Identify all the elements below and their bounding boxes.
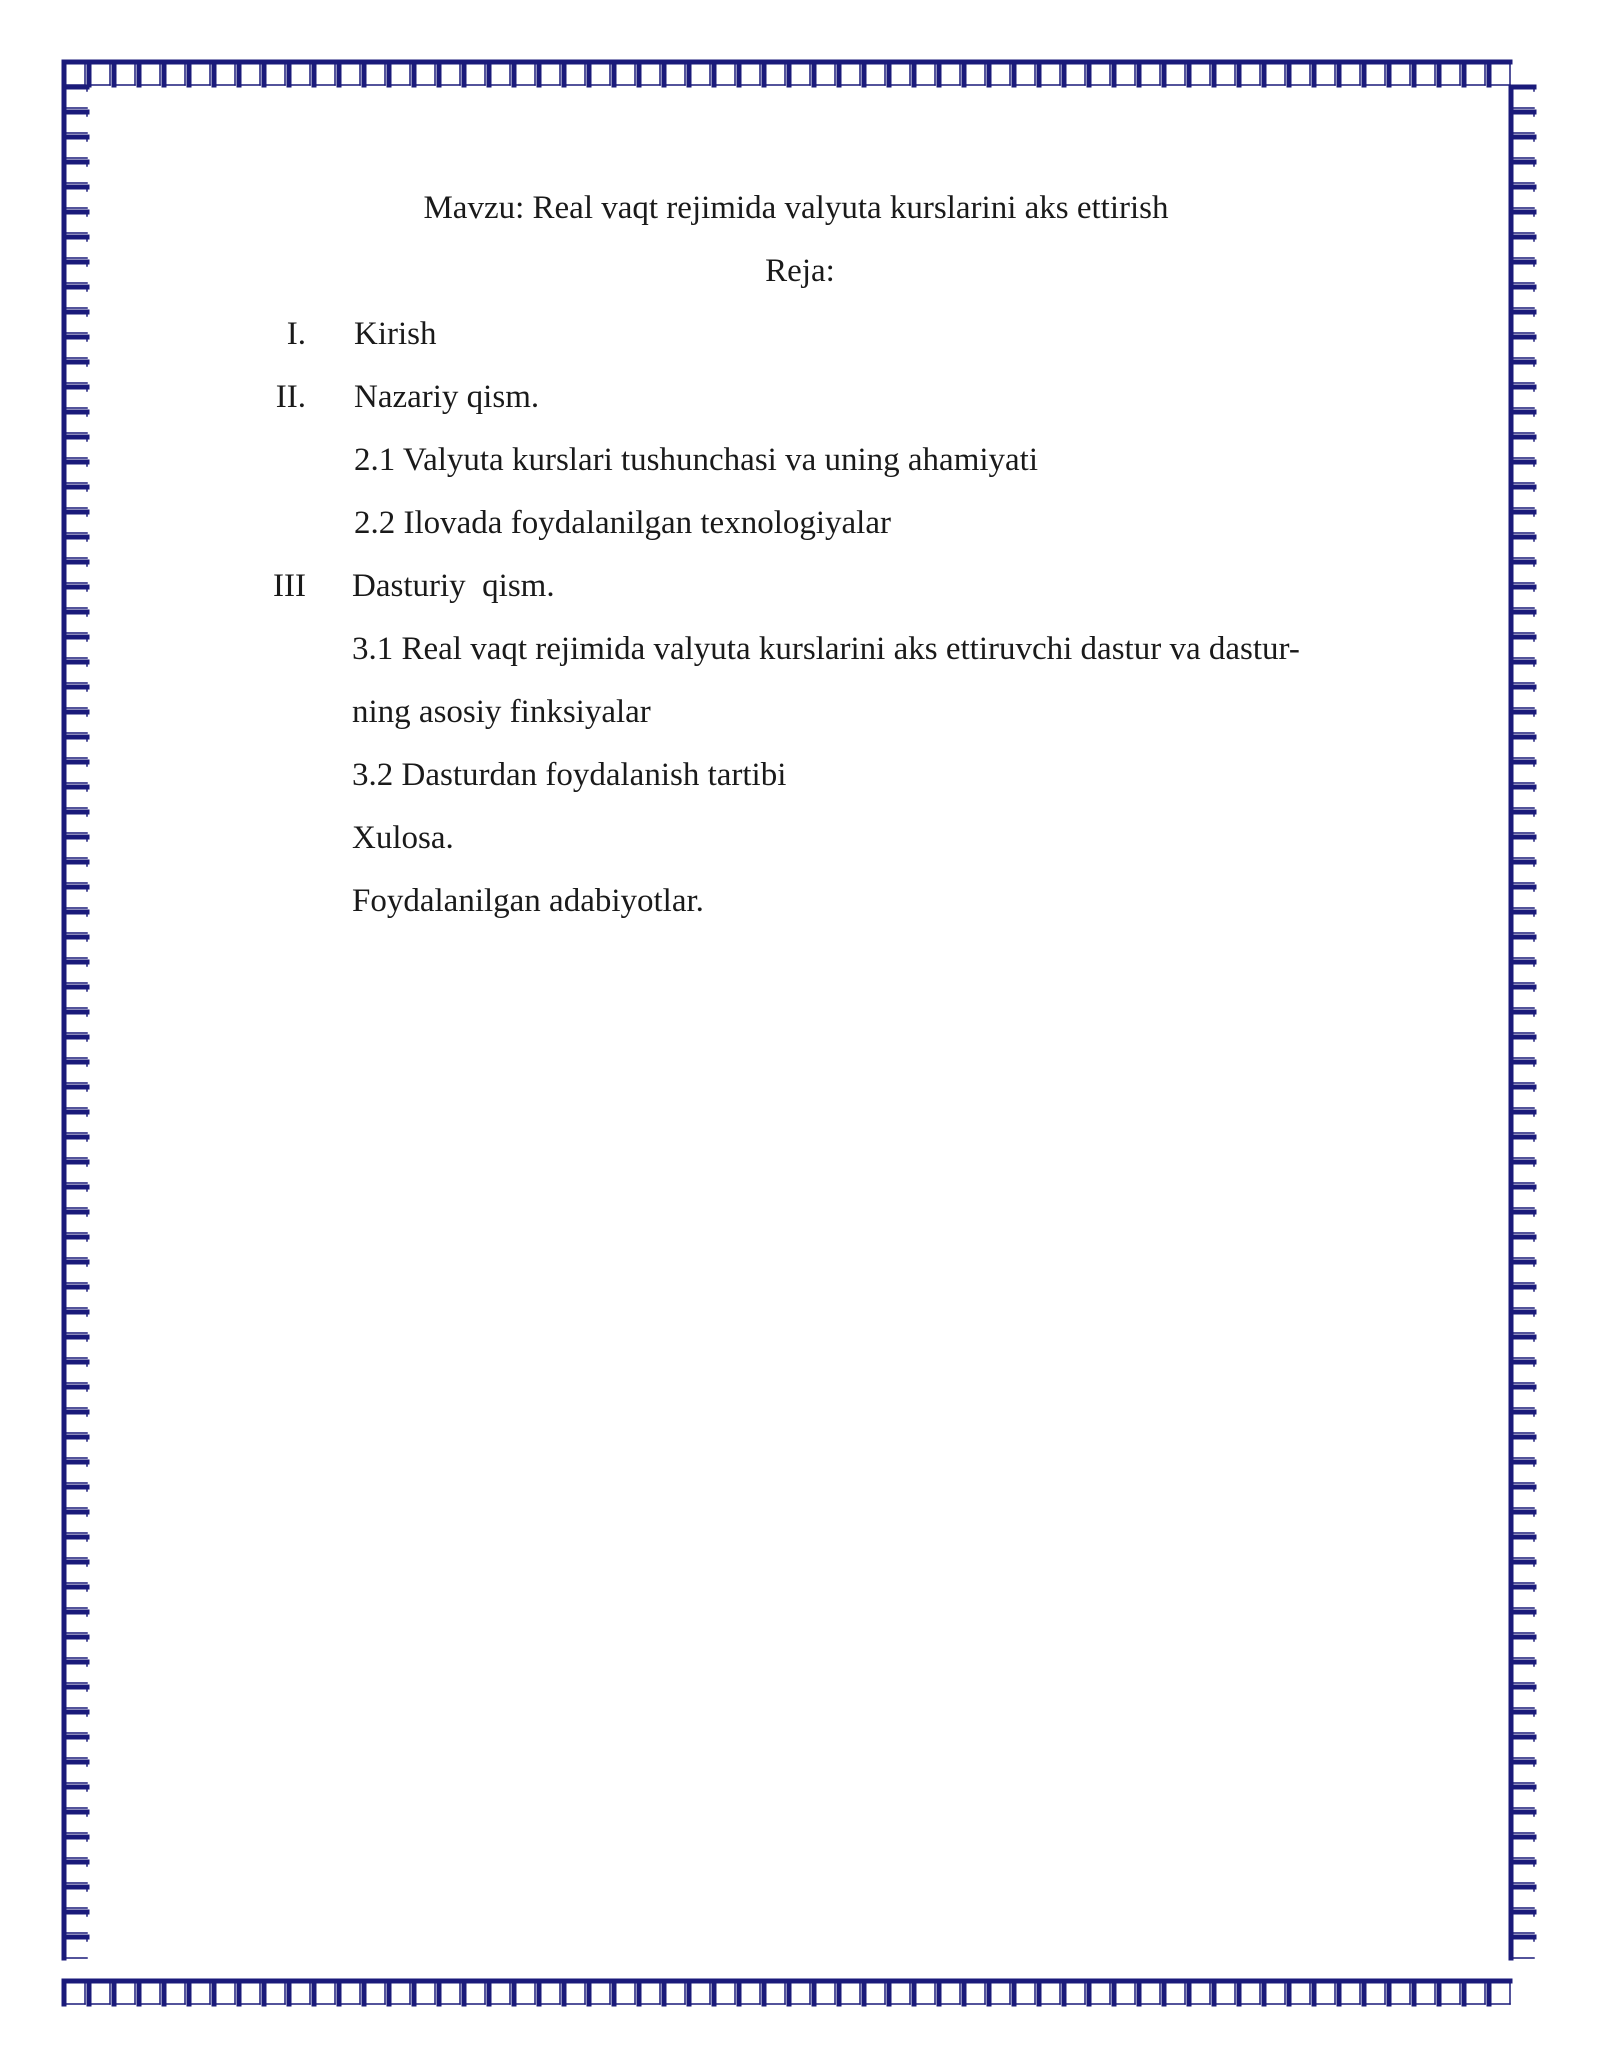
- outline-item: Nazariy qism.: [354, 379, 540, 415]
- conclusion-label: Xulosa.: [352, 820, 454, 856]
- document-subtitle: Reja:: [765, 253, 835, 289]
- outline-subitem: 2.1 Valyuta kurslari tushunchasi va uning ahamiyati: [354, 442, 1039, 478]
- outline-numeral: II.: [275, 379, 306, 415]
- document-title: Mavzu: Real vaqt rejimida valyuta kurslarini aks ettirish: [423, 190, 1169, 226]
- outline-item: Dasturiy qism.: [352, 568, 555, 604]
- references-label: Foydalanilgan adabiyotlar.: [352, 883, 704, 919]
- outline-subitem: 3.2 Dasturdan foydalanish tartibi: [352, 757, 787, 793]
- outline-item: Kirish: [354, 316, 437, 352]
- outline-numeral: III: [273, 568, 306, 604]
- outline-subitem-continuation: ning asosiy finksiyalar: [352, 694, 651, 730]
- outline-subitem: 2.2 Ilovada foydalanilgan texnologiyalar: [354, 505, 891, 541]
- outline-subitem: 3.1 Real vaqt rejimida valyuta kurslarini aks ettiruvchi dastur va dastur-: [352, 631, 1300, 667]
- outline-numeral: I.: [286, 316, 306, 352]
